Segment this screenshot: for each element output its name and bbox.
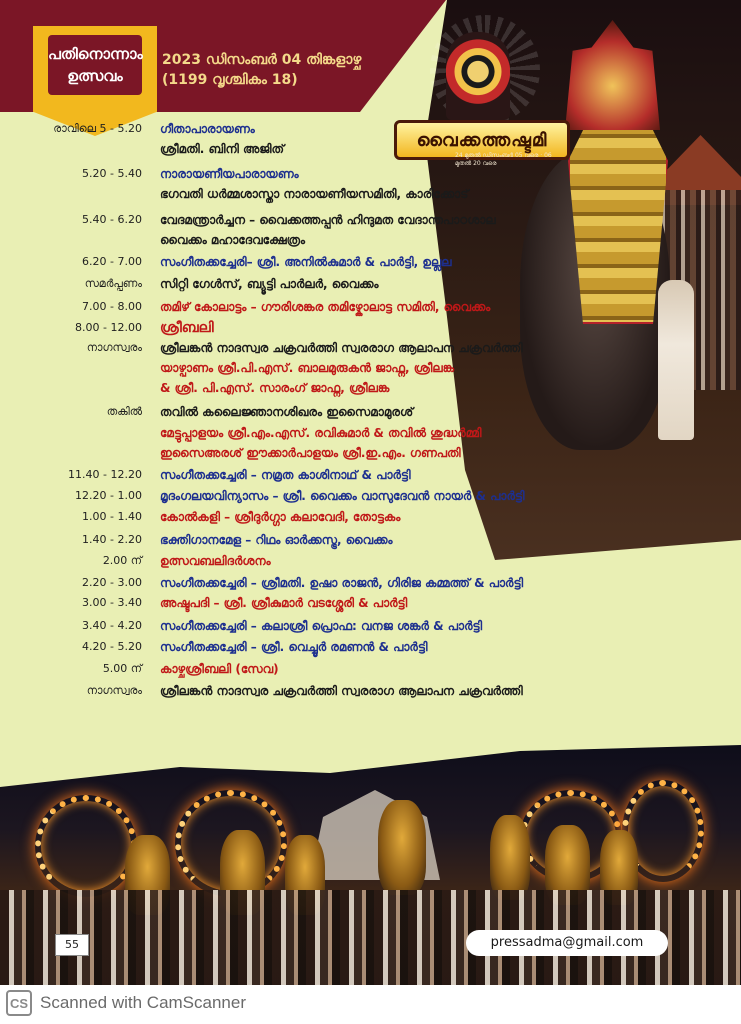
schedule-time: 5.20 - 5.40 <box>82 167 142 180</box>
day-ribbon-label <box>48 35 142 95</box>
schedule-row <box>0 140 560 160</box>
schedule-row <box>0 508 560 528</box>
schedule-row <box>0 487 560 507</box>
schedule-row <box>0 319 560 339</box>
festival-logo-title: വൈക്കത്തഷ്ടമി <box>394 120 570 160</box>
schedule-item: മൃദംഗലയവിന്യാസം – ശ്രീ. വൈക്കം വാസുദേവൻ നായർ & പാർട്ടി <box>160 489 525 503</box>
schedule-time: 2.20 - 3.00 <box>82 576 142 589</box>
schedule-row <box>0 617 560 637</box>
camscanner-icon: CS <box>6 990 32 1016</box>
schedule-row <box>0 424 560 444</box>
schedule-item: ഗീതാപാരായണം <box>160 122 255 136</box>
day-ribbon-line1: പതിനൊന്നാം <box>48 45 143 63</box>
caparisoned-elephant-image <box>378 800 426 895</box>
schedule-time: തകിൽ <box>106 405 142 418</box>
date-gregorian: 2023 ഡിസംബർ 04 തിങ്കളാഴ്ച <box>162 52 362 68</box>
schedule-item: കാഴ്ചശ്രീബലി (സേവ) <box>160 662 279 676</box>
schedule-row <box>0 660 560 680</box>
schedule-row <box>0 165 560 185</box>
festival-logo-subtitle: 24 മുതൽ ഡിസംബർ 05 വരെ · 06 മുതൽ 20 വരെ <box>455 152 552 167</box>
schedule-time: 12.20 - 1.00 <box>75 489 142 502</box>
schedule-row <box>0 379 560 399</box>
schedule-row <box>0 574 560 594</box>
date-malayalam: (1199 വൃശ്ചികം 18) <box>162 72 298 88</box>
schedule-row <box>0 275 560 295</box>
schedule-item: യാഴ്പാണം ശ്രീ.പി.എസ്. ബാലമുരുകൻ ജാഫ്ന, ശ്രീലങ്ക <box>160 361 455 375</box>
schedule-row <box>0 231 560 251</box>
schedule-item: ശ്രീലങ്കൻ നാദസ്വര ചക്രവർത്തി സ്വരരാഗ ആലാപന ചക്രവർത്തി <box>160 341 523 355</box>
schedule-item: സിറ്റി ഗേൾസ്, ബ്യൂട്ടി പാർലർ, വൈക്കം <box>160 277 379 291</box>
schedule-time: 7.00 - 8.00 <box>82 300 142 313</box>
contact-email[interactable]: pressadma@gmail.com <box>466 930 668 956</box>
schedule-item: ഇസൈഅരശ് ഈക്കാർപാളയം ശ്രീ.ഇ.എം. ഗണപതി <box>160 446 461 460</box>
schedule-time: 5.00 ന് <box>102 662 142 675</box>
schedule-item: ശ്രീബലി <box>160 320 214 336</box>
torch-arch-image <box>35 795 137 897</box>
schedule-item: തമിഴ് കോലാട്ടം – ഗൗരിശങ്കര തമിഴ്കോലാട്ട സമിതി, വൈക്കം <box>160 300 491 314</box>
schedule-time: 1.40 - 2.20 <box>82 533 142 546</box>
scanner-watermark <box>6 989 246 1017</box>
schedule-row <box>0 253 560 273</box>
schedule-row <box>0 185 560 205</box>
schedule-row <box>0 298 560 318</box>
schedule-item: ഭക്തിഗാനമേള – റിഥം ഓർക്കസ്ട്ര, വൈക്കം <box>160 533 393 547</box>
schedule-row <box>0 552 560 572</box>
schedule-item: അഷ്ടപദി – ശ്രീ. ശ്രീകുമാർ വടശ്ശേരി & പാർട്ടി <box>160 596 408 610</box>
schedule-row <box>0 444 560 464</box>
schedule-time: സമർപ്പണം <box>84 277 142 290</box>
schedule-row <box>0 403 560 423</box>
schedule-time: 4.20 - 5.20 <box>82 640 142 653</box>
schedule-time: രാവിലെ 5 - 5.20 <box>53 122 142 135</box>
schedule-row <box>0 531 560 551</box>
schedule-item: സംഗീതക്കച്ചേരി – ശ്രീ. വെച്ചൂർ രമണൻ & പാർട്ടി <box>160 640 428 654</box>
schedule-row <box>0 211 560 231</box>
schedule-time: 3.00 - 3.40 <box>82 596 142 609</box>
schedule-item: വൈക്കം മഹാദേവക്ഷേത്രം <box>160 233 305 247</box>
schedule-time: നാഗസ്വരം <box>86 341 142 354</box>
schedule-time: 6.20 - 7.00 <box>82 255 142 268</box>
schedule-item: ഭഗവതി ധർമ്മശാസ്താ നാരായണീയസമിതി, കാരിക്കോട് <box>160 187 469 201</box>
caparisoned-elephant-image <box>490 815 530 900</box>
schedule-time: 3.40 - 4.20 <box>82 619 142 632</box>
date-heading <box>162 50 361 90</box>
schedule-item: കോൽകളി – ശ്രീദുർഗ്ഗാ കലാവേദി, തോട്ടകം <box>160 510 401 524</box>
schedule-row <box>0 638 560 658</box>
schedule-item: ഉത്സവബലിദർശനം <box>160 554 271 568</box>
schedule-item: സംഗീതക്കച്ചേരി– ശ്രീ. അനിൽകുമാർ & പാർട്ടി, ഉല്ലല <box>160 255 452 269</box>
schedule-item: സംഗീതക്കച്ചേരി – കലാശ്രീ പ്രൊഫ: വനജ ശങ്കർ & പാർട്ടി <box>160 619 483 633</box>
nettipattam-image <box>568 120 668 324</box>
schedule-time: 11.40 - 12.20 <box>68 468 142 481</box>
schedule-time: 5.40 - 6.20 <box>82 213 142 226</box>
schedule-item: ശ്രീലങ്കൻ നാദസ്വര ചക്രവർത്തി സ്വരരാഗ ആലാപന ചക്രവർത്തി <box>160 684 523 698</box>
schedule-time: 8.00 - 12.00 <box>75 321 142 334</box>
schedule-time: 2.00 ന് <box>102 554 142 567</box>
schedule-item: തവിൽ കലൈജ്ഞാനശിഖരം ഇസൈമാമുരശ് <box>160 405 414 419</box>
schedule-item: വേദമന്ത്രാർച്ചന – വൈക്കത്തപ്പൻ ഹിന്ദുമത വേദാന്തപാഠശാല <box>160 213 496 227</box>
schedule-row <box>0 466 560 486</box>
mahout-image <box>658 280 694 440</box>
schedule-row <box>0 339 560 359</box>
scanner-text: Scanned with CamScanner <box>40 993 247 1012</box>
schedule-row <box>0 682 560 702</box>
schedule-item: സംഗീതക്കച്ചേരി – നമ്രത കാശിനാഥ് & പാർട്ടി <box>160 468 411 482</box>
schedule-row <box>0 359 560 379</box>
schedule-item: സംഗീതക്കച്ചേരി – ശ്രീമതി. ഉഷാ രാജൻ, ഗിരിജ കമ്മത്ത് & പാർട്ടി <box>160 576 524 590</box>
deity-logo <box>446 32 510 120</box>
schedule-item: മേട്ടുപ്പാളയം ശ്രീ.എം.എസ്. രവികുമാർ & തവിൽ ശുദ്ധർമ്മി <box>160 426 482 440</box>
schedule-item: & ശ്രീ. പി.എസ്. സാരംഗ് ജാഫ്ന, ശ്രീലങ്ക <box>160 381 390 395</box>
schedule-row <box>0 594 560 614</box>
schedule-item: ശ്രീമതി. ബിനി അജിത് <box>160 142 285 156</box>
page-number: 55 <box>55 934 89 956</box>
day-ribbon-line2: ഉത്സവം <box>67 67 123 85</box>
schedule-row <box>0 120 560 140</box>
schedule-item: നാരായണീയപാരായണം <box>160 167 299 181</box>
schedule-time: നാഗസ്വരം <box>86 684 142 697</box>
schedule-time: 1.00 - 1.40 <box>82 510 142 523</box>
